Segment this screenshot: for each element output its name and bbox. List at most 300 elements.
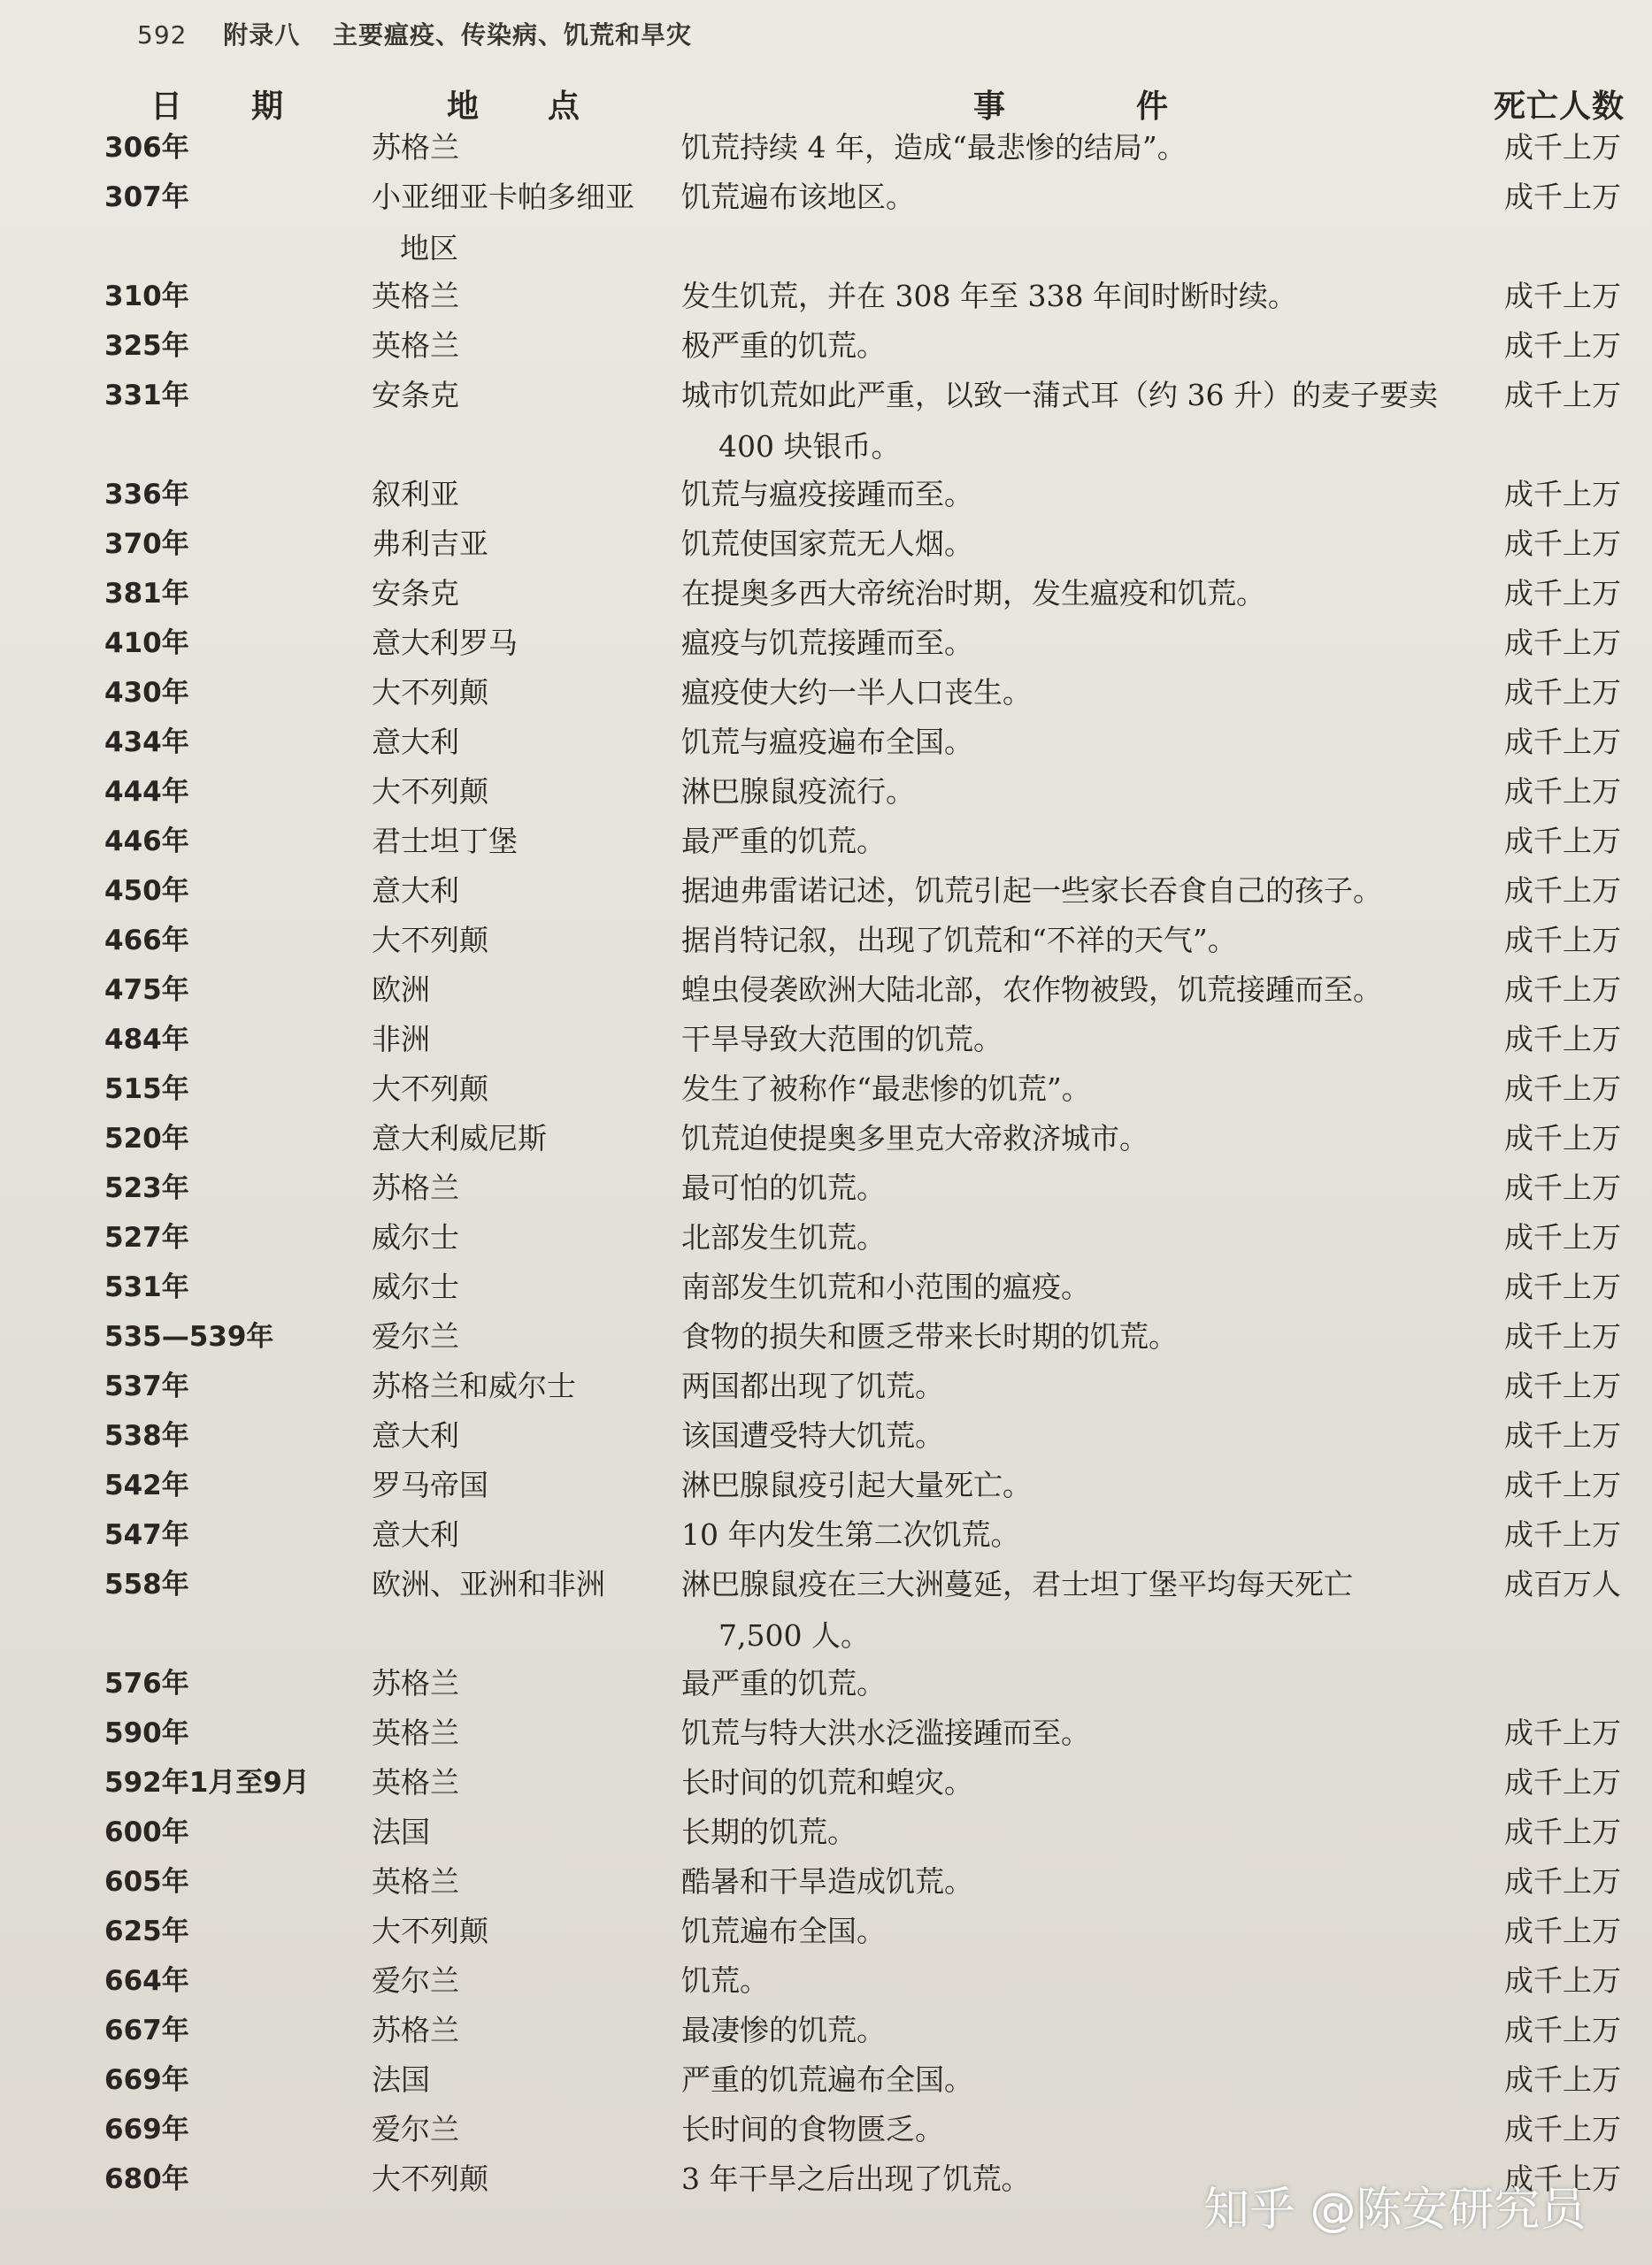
deaths-cell-text: 成千上万 [1504,2112,1621,2146]
date-cell [104,1410,189,1462]
event-cell [681,271,1297,322]
date-cell [104,816,189,867]
place-cell [372,1262,459,1313]
place-cell [372,1014,430,1065]
deaths-cell-text: 成千上万 [1504,1914,1621,1948]
date-cell [104,1708,189,1759]
place-cell [372,1410,459,1462]
deaths-cell [1504,2104,1621,2155]
deaths-cell [1504,518,1621,570]
date-cell [104,122,189,173]
date-cell [104,1460,189,1511]
place-cell [372,1856,459,1908]
deaths-cell-text: 成千上万 [1504,873,1621,908]
date-cell [104,1906,189,1957]
event-cell-text: 最严重的饥荒。 [681,1666,886,1701]
place-cell-text: 意大利罗马 [372,626,518,660]
place-cell [372,370,459,421]
page-number: 592 [137,20,188,50]
place-cell-text: 安条克 [372,378,459,412]
date-cell [104,865,189,917]
event-cell-text: 淋巴腺鼠疫引起大量死亡。 [681,1468,1032,1502]
place-cell [372,717,459,768]
event-cell [681,518,973,570]
place-cell [372,1658,459,1709]
date-cell-text: 446年 [104,825,189,857]
event-cell [681,1757,973,1808]
date-cell-text: 466年 [104,925,189,956]
deaths-cell [1504,1212,1621,1263]
date-cell [104,1212,189,1263]
place-cell-text: 英格兰 [372,328,459,363]
event-cell-continuation: 7,500 人。 [718,1618,870,1653]
event-cell [681,568,1265,619]
event-cell [681,172,915,223]
event-cell-text: 据肖特记叙，出现了饥荒和“不祥的天气”。 [681,923,1237,957]
date-cell [104,1807,189,1858]
date-cell [104,618,189,669]
place-cell [372,1460,488,1511]
event-cell-text: 最凄惨的饥荒。 [681,2013,886,2047]
date-cell-text: 370年 [104,528,189,560]
place-cell-text: 英格兰 [372,1765,459,1800]
place-cell-text: 意大利 [372,1517,459,1552]
deaths-cell-text: 成千上万 [1504,2062,1621,2097]
deaths-cell [1504,1460,1621,1511]
place-cell [372,766,488,818]
date-cell [104,1658,189,1709]
event-cell-text: 长期的饥荒。 [681,1815,857,1849]
deaths-cell-text: 成千上万 [1504,130,1621,165]
event-cell-text: 城市饥荒如此严重，以致一蒲式耳（约 36 升）的麦子要卖 [681,378,1438,412]
place-cell-text: 君士坦丁堡 [372,824,518,858]
date-cell-text: 538年 [104,1420,189,1452]
event-cell-text: 3 年干旱之后出现了饥荒。 [681,2161,1031,2196]
place-cell-text: 欧洲、亚洲和非洲 [372,1567,605,1601]
date-cell [104,766,189,818]
date-cell-text: 600年 [104,1816,189,1848]
deaths-cell [1504,667,1621,718]
deaths-cell [1504,1410,1621,1462]
place-cell-text: 爱尔兰 [372,1963,459,1998]
event-cell [681,717,973,768]
place-cell [372,964,430,1016]
date-cell-text: 558年 [104,1569,189,1601]
deaths-cell [1504,1955,1621,2007]
event-cell [681,1559,1353,1662]
deaths-cell [1504,1906,1621,1957]
deaths-cell [1504,1361,1621,1412]
date-cell-text: 336年 [104,479,189,511]
date-cell-text: 537年 [104,1371,189,1402]
date-cell-text: 484年 [104,1024,189,1056]
event-cell-text: 最可怕的饥荒。 [681,1171,886,1205]
deaths-cell-text: 成千上万 [1504,1468,1621,1502]
date-cell [104,1163,189,1214]
place-cell [372,816,518,867]
event-cell [681,1807,857,1858]
event-cell-text: 食物的损失和匮乏带来长时期的饥荒。 [681,1319,1178,1354]
deaths-cell [1504,816,1621,867]
event-cell-text: 瘟疫与饥荒接踵而至。 [681,626,973,660]
header-char: 点 [547,88,580,125]
place-cell [372,1906,488,1957]
place-cell-text: 苏格兰 [372,1171,459,1205]
deaths-cell [1504,1262,1621,1313]
place-cell-text: 意大利威尼斯 [372,1121,547,1156]
event-cell-text: 南部发生饥荒和小范围的瘟疫。 [681,1270,1090,1304]
deaths-cell [1504,1113,1621,1164]
event-cell-text: 严重的饥荒遍布全国。 [681,2062,973,2097]
deaths-cell-text: 成千上万 [1504,180,1621,214]
deaths-cell-text: 成千上万 [1504,1864,1621,1899]
place-cell [372,320,459,372]
date-cell [104,1262,189,1313]
date-cell [104,717,189,768]
date-cell [104,518,189,570]
event-cell [681,1906,886,1957]
place-cell [372,865,459,917]
place-cell-text: 非洲 [372,1022,430,1056]
event-cell [681,1658,886,1709]
event-cell-text: 长时间的食物匮乏。 [681,2112,944,2146]
place-cell-text: 大不列颠 [372,1071,488,1106]
event-cell-text: 最严重的饥荒。 [681,824,886,858]
date-cell [104,2104,189,2155]
event-cell [681,1262,1090,1313]
event-cell-text: 饥荒遍布全国。 [681,1914,886,1948]
place-cell [372,122,459,173]
event-cell-text: 酷暑和干旱造成饥荒。 [681,1864,973,1899]
event-cell [681,1113,1149,1164]
place-cell-text: 大不列颠 [372,675,488,710]
event-cell [681,2154,1031,2205]
place-cell-text: 大不列颠 [372,1914,488,1948]
date-cell-text: 306年 [104,132,189,164]
header-char: 地 [447,88,480,125]
event-cell-text: 10 年内发生第二次饥荒。 [681,1517,1020,1552]
deaths-cell [1504,964,1621,1016]
place-cell-text: 大不列颠 [372,923,488,957]
date-cell [104,172,189,223]
event-cell-text: 该国遭受特大饥荒。 [681,1418,944,1453]
event-cell-text: 饥荒与特大洪水泛滥接踵而至。 [681,1716,1090,1750]
place-cell [372,1063,488,1115]
date-cell-text: 307年 [104,181,189,213]
event-cell [681,816,886,867]
place-cell [372,271,459,322]
date-cell [104,667,189,718]
place-cell-text: 威尔士 [372,1220,459,1255]
date-cell-text: 523年 [104,1172,189,1204]
event-cell [681,320,886,372]
place-cell [372,568,459,619]
deaths-cell [1504,915,1621,966]
event-cell [681,964,1382,1016]
place-cell-text: 意大利 [372,873,459,908]
deaths-cell-text: 成千上万 [1504,923,1621,957]
place-cell [372,915,488,966]
event-cell-text: 饥荒。 [681,1963,769,1998]
deaths-cell-text: 成千上万 [1504,1071,1621,1106]
header-char: 事 [973,88,1006,125]
place-cell [372,172,634,274]
place-cell-text: 苏格兰 [372,1666,459,1701]
event-cell-text: 蝗虫侵袭欧洲大陆北部，农作物被毁，饥荒接踵而至。 [681,972,1382,1007]
date-cell [104,271,189,322]
date-cell-text: 625年 [104,1916,189,1947]
date-cell [104,2005,189,2056]
deaths-cell-text: 成千上万 [1504,824,1621,858]
event-cell-text: 淋巴腺鼠疫流行。 [681,774,915,809]
deaths-cell-text: 成千上万 [1504,1369,1621,1403]
date-cell-text: 450年 [104,875,189,907]
place-cell [372,667,488,718]
deaths-cell [1504,1311,1621,1363]
deaths-cell [1504,1509,1621,1561]
date-cell-text: 547年 [104,1519,189,1551]
date-cell-text: 531年 [104,1271,189,1303]
deaths-cell-text: 成千上万 [1504,725,1621,759]
place-cell-text: 威尔士 [372,1270,459,1304]
date-cell [104,1559,189,1610]
event-cell-text: 饥荒与瘟疫遍布全国。 [681,725,973,759]
event-cell-text: 干旱导致大范围的饥荒。 [681,1022,1003,1056]
deaths-cell [1504,1014,1621,1065]
deaths-cell-text: 成千上万 [1504,576,1621,610]
deaths-cell-text: 成千上万 [1504,774,1621,809]
deaths-cell-text: 成千上万 [1504,1022,1621,1056]
date-cell [104,1856,189,1908]
place-cell [372,1955,459,2007]
place-cell-text: 欧洲 [372,972,430,1007]
date-cell-text: 664年 [104,1965,189,1997]
deaths-cell [1504,1708,1621,1759]
date-cell-text: 590年 [104,1717,189,1749]
place-cell-text: 爱尔兰 [372,2112,459,2146]
place-cell [372,469,459,520]
place-cell-text: 大不列颠 [372,774,488,809]
date-cell [104,1955,189,2007]
deaths-cell-text: 成千上万 [1504,328,1621,363]
deaths-cell [1504,1807,1621,1858]
place-cell [372,1113,547,1164]
appendix-title: 主要瘟疫、传染病、饥荒和旱灾 [332,20,692,50]
deaths-cell-text: 成千上万 [1504,1517,1621,1552]
place-cell [372,618,518,669]
event-cell-text: 饥荒遍布该地区。 [681,180,915,214]
deaths-cell-text: 成千上万 [1504,1765,1621,1800]
place-cell-text: 苏格兰和威尔士 [372,1369,576,1403]
deaths-cell [1504,2005,1621,2056]
deaths-cell-text: 成千上万 [1504,2161,1621,2196]
date-cell-text: 680年 [104,2163,189,2195]
place-cell-text: 苏格兰 [372,130,459,165]
place-cell [372,1708,459,1759]
place-cell-text: 意大利 [372,725,459,759]
event-cell-text: 长时间的饥荒和蝗灾。 [681,1765,973,1800]
place-cell [372,2054,430,2106]
event-cell-text: 发生饥荒，并在 308 年至 338 年间时断时续。 [681,279,1297,313]
date-cell-text: 434年 [104,726,189,758]
date-cell-text: 542年 [104,1470,189,1501]
deaths-cell-text: 成千上万 [1504,378,1621,412]
place-cell-text: 安条克 [372,576,459,610]
place-cell-text: 意大利 [372,1418,459,1453]
date-cell-text: 410年 [104,627,189,659]
deaths-cell [1504,618,1621,669]
date-cell-text: 515年 [104,1073,189,1105]
deaths-cell-text: 成千上万 [1504,1121,1621,1156]
watermark: 知乎 @陈安研究员 [1203,2184,1587,2237]
place-cell [372,1559,605,1610]
event-cell-text: 发生了被称作“最悲惨的饥荒”。 [681,1071,1091,1106]
deaths-cell [1504,1856,1621,1908]
deaths-cell-text: 成千上万 [1504,1418,1621,1453]
date-cell-text: 535—539年 [104,1321,274,1353]
event-cell-text: 据迪弗雷诺记述，饥荒引起一些家长吞食自己的孩子。 [681,873,1382,908]
deaths-cell-text: 成千上万 [1504,279,1621,313]
appendix-label: 附录八 [223,20,301,50]
event-cell [681,1163,886,1214]
date-cell [104,2154,189,2205]
deaths-cell [1504,1559,1621,1610]
date-cell [104,1757,310,1808]
date-cell [104,1063,189,1115]
deaths-cell [1504,271,1621,322]
deaths-cell [1504,1163,1621,1214]
date-cell-text: 520年 [104,1123,189,1155]
place-cell-text: 大不列颠 [372,2161,488,2196]
place-cell [372,1361,576,1412]
event-cell [681,667,1032,718]
deaths-cell-text: 成千上万 [1504,1716,1621,1750]
place-cell-text: 英格兰 [372,1716,459,1750]
event-cell [681,1460,1032,1511]
place-cell-text: 英格兰 [372,1864,459,1899]
place-cell-text: 弗利吉亚 [372,526,488,561]
deaths-cell [1504,172,1621,223]
deaths-cell-text: 成千上万 [1504,626,1621,660]
event-cell [681,2005,886,2056]
place-cell-text: 叙利亚 [372,477,459,511]
place-cell [372,2005,459,2056]
event-cell-text: 瘟疫使大约一半人口丧生。 [681,675,1032,710]
event-cell-text: 在提奥多西大帝统治时期，发生瘟疫和饥荒。 [681,576,1265,610]
deaths-cell [1504,1063,1621,1115]
event-cell [681,122,1187,173]
deaths-cell [1504,717,1621,768]
deaths-cell [1504,1757,1621,1808]
date-cell [104,1113,189,1164]
date-cell [104,2054,189,2106]
date-cell [104,1361,189,1412]
date-cell-text: 576年 [104,1668,189,1700]
deaths-cell [1504,469,1621,520]
date-cell [104,964,189,1016]
deaths-cell [1504,370,1621,421]
deaths-cell-text: 成千上万 [1504,1815,1621,1849]
deaths-cell [1504,2054,1621,2106]
date-cell-text: 527年 [104,1222,189,1254]
deaths-cell-text: 成千上万 [1504,477,1621,511]
place-cell-text: 法国 [372,2062,430,2097]
deaths-cell-text: 成千上万 [1504,2013,1621,2047]
event-cell [681,1063,1091,1115]
deaths-cell [1504,766,1621,818]
place-cell [372,1509,459,1561]
deaths-cell-text: 成百万人 [1504,1567,1621,1601]
date-cell-text: 669年 [104,2114,189,2146]
date-cell-text: 381年 [104,578,189,610]
place-cell-text: 爱尔兰 [372,1319,459,1354]
event-cell [681,865,1382,917]
event-cell-text: 饥荒与瘟疫接踵而至。 [681,477,973,511]
date-cell-text: 592年1月至9月 [104,1767,310,1799]
date-cell [104,320,189,372]
event-cell-text: 饥荒使国家荒无人烟。 [681,526,973,561]
date-cell-text: 444年 [104,776,189,808]
date-cell [104,469,189,520]
event-cell [681,1311,1178,1363]
event-cell [681,915,1237,966]
deaths-cell-text: 成千上万 [1504,1963,1621,1998]
place-cell-text: 苏格兰 [372,2013,459,2047]
deaths-cell-text: 成千上万 [1504,1171,1621,1205]
event-cell-text: 饥荒持续 4 年，造成“最悲惨的结局”。 [681,130,1187,165]
header-char: 件 [1135,88,1168,125]
deaths-cell [1504,320,1621,372]
deaths-cell-text: 成千上万 [1504,675,1621,710]
deaths-cell-text: 成千上万 [1504,1220,1621,1255]
place-cell [372,1311,459,1363]
place-cell-text: 小亚细亚卡帕多细亚 [372,180,634,214]
deaths-cell [1504,122,1621,173]
event-cell [681,1509,1019,1561]
event-cell [681,766,915,818]
event-cell [681,1708,1090,1759]
date-cell [104,1509,189,1561]
date-cell-text: 669年 [104,2064,189,2096]
place-cell [372,1163,459,1214]
date-cell [104,370,189,421]
event-cell-text: 极严重的饥荒。 [681,328,886,363]
deaths-cell-text: 成千上万 [1504,972,1621,1007]
place-cell-text: 英格兰 [372,279,459,313]
date-cell [104,1311,273,1363]
place-cell [372,1807,430,1858]
event-cell [681,2104,944,2155]
date-cell [104,568,189,619]
date-cell-text: 331年 [104,380,189,411]
event-cell [681,1361,944,1412]
event-cell [681,1955,769,2007]
date-cell [104,1014,189,1065]
place-cell [372,1212,459,1263]
date-cell-text: 475年 [104,974,189,1006]
date-cell-text: 310年 [104,280,189,312]
date-cell-text: 430年 [104,677,189,709]
place-cell [372,518,488,570]
event-cell [681,2054,973,2106]
place-cell-continuation: 地区 [400,231,458,265]
date-cell-text: 605年 [104,1866,189,1898]
place-cell [372,2104,459,2155]
deaths-cell [1504,568,1621,619]
header-char: 期 [250,88,283,125]
deaths-cell-text: 成千上万 [1504,1270,1621,1304]
date-cell-text: 667年 [104,2015,189,2046]
